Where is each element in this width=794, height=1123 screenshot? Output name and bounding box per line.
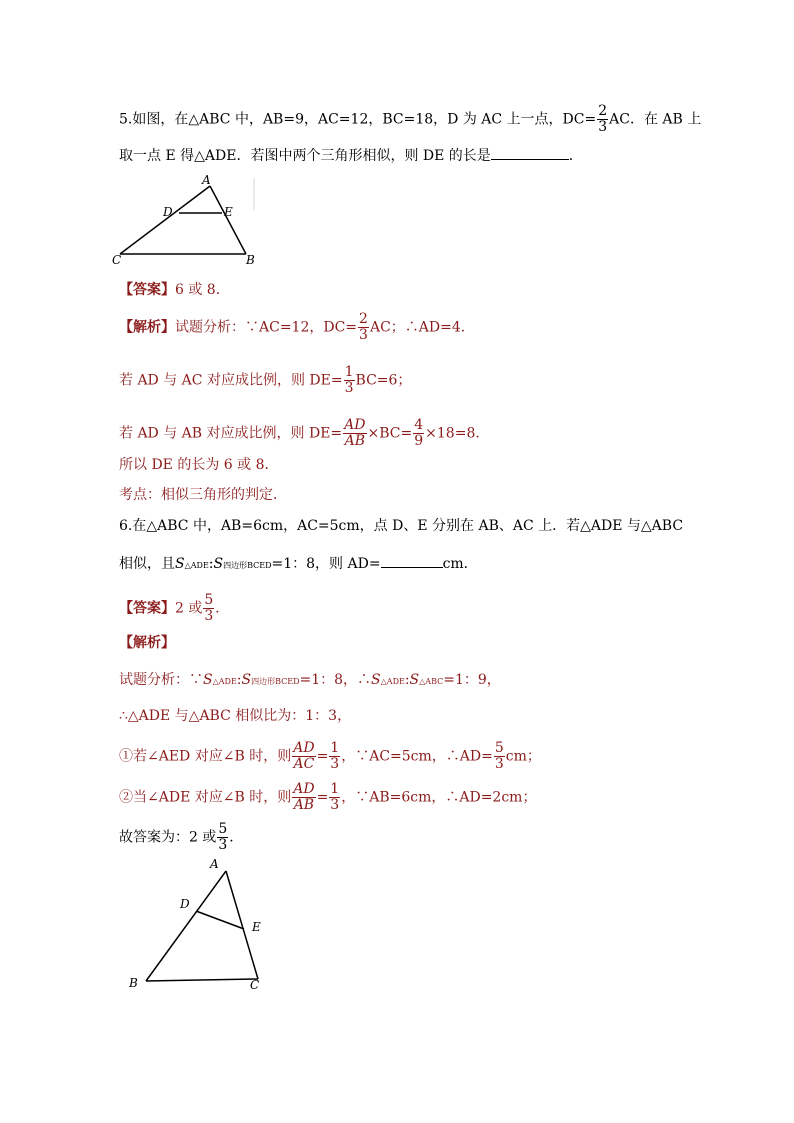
fraction: $\frac{1}{3}$ [344, 364, 354, 396]
label-A: A [202, 173, 211, 187]
q5-stem-line1: 5.如图，在△ABC 中，AB=9，AC=12，BC=18，D 为 AC 上一点，DC= $\frac{2}{3}$ AC．在 AB 上 [119, 103, 702, 135]
q5-stem-line2: 取一点 E 得△ADE．若图中两个三角形相似，则 DE 的长是 ． [119, 145, 583, 166]
q6-final: 故答案为：2 或 $\frac{5}{3}$ ． [119, 821, 244, 853]
q5-answer: 【答案】6 或 8． [119, 282, 230, 298]
q6-case1: ①若∠AED 对应∠B 时，则 $\frac{AD}{AC}$ = $\frac{1}{3}$ ，∵AC=5cm，∴AD= $\frac{5}{3}$ cm； [119, 740, 541, 772]
answer-blank [381, 553, 443, 568]
fraction: $\frac{1}{3}$ [330, 781, 340, 813]
label-D: D [163, 205, 173, 219]
q6-triangle-figure [124, 855, 274, 995]
fraction: $\frac{AD}{AB}$ [344, 417, 366, 449]
q5-triangle-figure [112, 172, 262, 267]
label-A: A [210, 857, 219, 871]
q6-stem-line2: 相似，且S△ADE:S四边形BCED=1：8，则 AD= cm． [119, 553, 478, 576]
fraction: $\frac{5}{3}$ [494, 740, 504, 772]
label-C: C [112, 253, 122, 267]
q6-analysis-label: 【解析】 [119, 635, 175, 651]
fraction: $\frac{5}{3}$ [204, 592, 214, 624]
q5-analysis: 【解析】试题分析：∵AC=12，DC= $\frac{2}{3}$ AC；∴AD=4． [119, 311, 475, 343]
answer-blank [491, 145, 569, 160]
fraction: $\frac{1}{3}$ [330, 740, 340, 772]
q6-answer: 【答案】2 或 $\frac{5}{3}$ ． [119, 592, 230, 624]
label-E: E [224, 205, 233, 219]
label-B: B [246, 253, 255, 267]
fraction: $\frac{AD}{AC}$ [293, 740, 315, 772]
q6-case2: ②当∠ADE 对应∠B 时，则 $\frac{AD}{AB}$ = $\frac{1}{3}$ ，∵AB=6cm，∴AD=2cm； [119, 781, 537, 813]
fraction: $\frac{5}{3}$ [218, 821, 228, 853]
fraction: $\frac{4}{9}$ [414, 417, 424, 449]
q5-point: 考点：相似三角形的判定． [119, 487, 287, 503]
q6-stem-line1: 6.在△ABC 中，AB=6cm，AC=5cm，点 D、E 分别在 AB、AC 上．若△ADE 与△ABC [119, 518, 684, 534]
q5-conclusion: 所以 DE 的长为 6 或 8． [119, 457, 279, 473]
fraction: $\frac{2}{3}$ [359, 311, 368, 343]
fraction: $\frac{2}{3}$ [598, 103, 608, 135]
label-D: D [180, 897, 190, 911]
fraction: $\frac{AD}{AB}$ [293, 781, 315, 813]
q5-case2: 若 AD 与 AB 对应成比例，则 DE= $\frac{AD}{AB}$ ×BC= $\frac{4}{9}$ ×18=8． [119, 417, 490, 449]
q6-analysis: 试题分析：∵S△ADE:S四边形BCED=1：8，∴S△ADE:S△ABC=1：9， [119, 672, 501, 688]
q5-case1: 若 AD 与 AC 对应成比例，则 DE= $\frac{1}{3}$ BC=6； [119, 364, 412, 396]
label-C: C [250, 978, 260, 992]
label-B: B [129, 976, 138, 990]
label-E: E [252, 920, 261, 934]
q6-ratio: ∴△ADE 与△ABC 相似比为：1：3， [119, 708, 352, 724]
